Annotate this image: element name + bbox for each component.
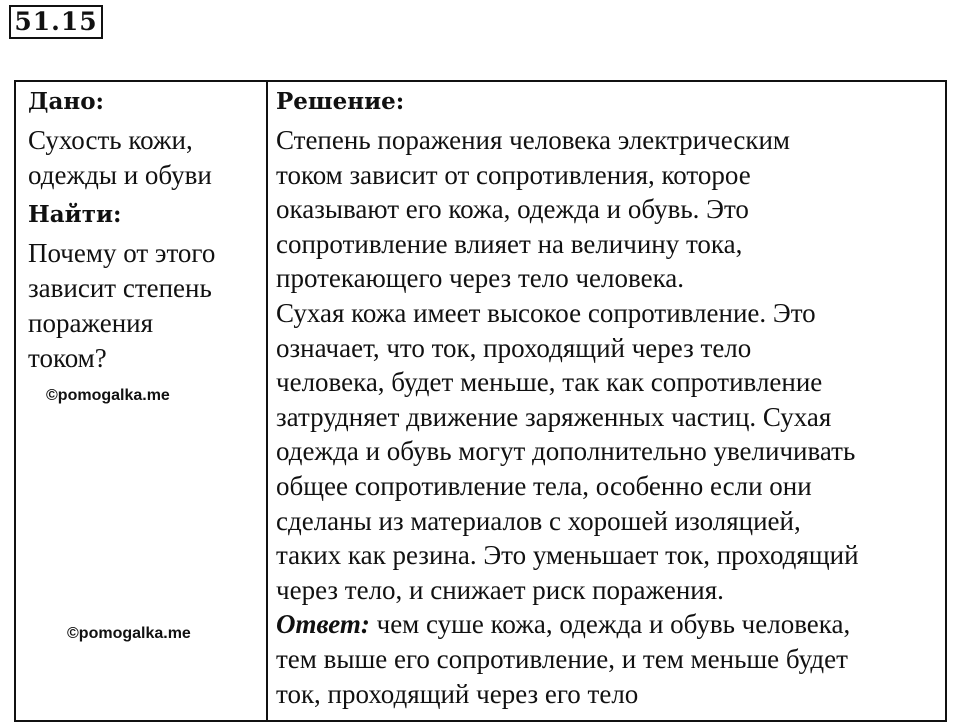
watermark: ©pomogalka.me — [46, 387, 170, 404]
answer-line: тем выше его сопротивление, и тем меньше будет — [276, 643, 848, 674]
solution-line: сделаны из материалов с хорошей изоляцией, — [276, 505, 801, 536]
answer-line — [276, 607, 948, 642]
answer-label: Ответ: — [276, 609, 370, 640]
solution-line: протекающего через тело человека. — [276, 263, 685, 294]
find-line: поражения — [28, 308, 154, 338]
solution-line: человека, будет меньше, так как сопротивление — [276, 367, 823, 398]
solution-line: Сухая кожа имеет высокое сопротивление. Это — [276, 297, 816, 328]
given-line: Сухость кожи, — [28, 125, 193, 155]
find-line: зависит степень — [28, 273, 212, 303]
solution-line: сопротивление влияет на величину тока, — [276, 228, 743, 259]
answer-text: чем суше кожа, одежда и обувь человека, — [369, 609, 851, 640]
find-line: Почему от этого — [28, 238, 216, 268]
given-line: одежды и обуви — [28, 160, 212, 190]
solution-line: оказывают его кожа, одежда и обувь. Это — [276, 194, 749, 225]
watermark: ©pomogalka.me — [67, 625, 191, 642]
solution-line: одежда и обувь могут дополнительно увеличивать — [276, 436, 856, 467]
find-line: током? — [28, 343, 107, 373]
solution-heading: Решение: — [276, 88, 405, 115]
solution-line: Степень поражения человека электрическим — [276, 125, 790, 155]
solution-line: общее сопротивление тела, особенно если они — [276, 470, 812, 501]
given-heading: Дано: — [28, 88, 105, 115]
find-heading: Найти: — [28, 201, 122, 228]
solution-line: означает, что ток, проходящий через тело — [276, 332, 752, 363]
solution-line: таких как резина. Это уменьшает ток, проходящий — [276, 540, 859, 571]
column-divider — [266, 82, 268, 720]
given-find-column — [28, 84, 260, 376]
solution-line: затрудняет движение заряженных частиц. Сухая — [276, 401, 832, 432]
solution-column — [276, 84, 948, 711]
solution-line: током зависит от сопротивления, которое — [276, 159, 751, 190]
answer-line: ток, проходящий через его тело — [276, 678, 639, 709]
solution-line: через тело, и снижает риск поражения. — [276, 574, 724, 605]
problem-number: 51.15 — [9, 5, 103, 39]
